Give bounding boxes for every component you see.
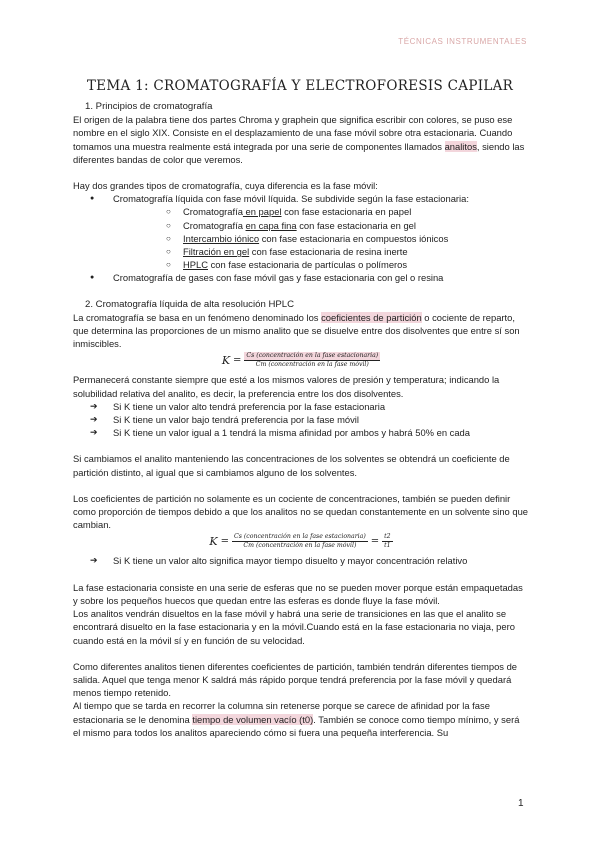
paragraph: Si cambiamos el analito manteniendo las concentraciones de los solventes se obtendrá un coeficiente de partición distinto, al igual que si cambiamos alguno de los solventes. — [73, 453, 510, 478]
highlight-tiempo-vacio: tiempo de volumen vacío (t0) — [192, 713, 314, 725]
formula-fraction — [232, 533, 368, 550]
text-run: con fase estacionaria en compuestos iónicos — [259, 232, 449, 244]
formula-equals: = — [370, 536, 380, 548]
underlined-term: Intercambio iónico — [183, 232, 260, 244]
formula-fraction — [244, 352, 380, 369]
text-run: o cociente de reparto, que determina las proporciones de un mismo analito que se disuelve entre dos disolventes que entre sí son inmiscibles. — [73, 311, 520, 350]
list-item: ➔ Si K tiene un valor igual a 1 tendrá la misma afinidad por ambos y habrá 50% en cada — [73, 426, 529, 439]
running-header: TÉCNICAS INSTRUMENTALES — [398, 37, 527, 46]
paragraph: Los coeficientes de partición no solamente es un cociente de concentraciones, también se pueden definir como proporción de tiempos debido a que los analitos no se quedan constantemente en un solvente sino que cambian. — [73, 492, 528, 531]
paragraph — [73, 311, 529, 351]
text-run: El origen de la palabra tiene dos partes Chroma y graphein que significa escribir con colores, se puso ese nombre en el siglo XIX. Consiste en el desplazamiento de una fase móvil sobre otra estacionaria. Cuando tomamos una muestra realmente está integrada por una serie de componentes llamados — [73, 114, 513, 152]
highlight-analitos: analitos — [444, 140, 477, 152]
paragraph: Permanecerá constante siempre que esté a los mismos valores de presión y temperatura; indicando la solubilidad relativa del analito, es decir, la preferencia entre los dos disolventes. — [73, 374, 500, 399]
list-item: ● Cromatografía de gases con fase móvil gas y fase estacionaria con gel o resina — [73, 271, 529, 284]
section-heading-1: 1. Principios de cromatografía — [85, 101, 213, 112]
text-run: con fase estacionaria en gel — [296, 219, 416, 231]
formula-fraction-time — [382, 533, 392, 550]
text-run: Cromatografía — [183, 206, 243, 218]
text-run: con fase estacionaria en papel — [281, 206, 412, 218]
formula-k: K — [209, 535, 218, 549]
text-run: Cromatografía — [183, 219, 246, 231]
underlined-term: Filtración en gel — [183, 246, 250, 258]
formula-denominator: Cm (concentración en la fase móvil) — [243, 542, 357, 550]
list-item: ➔ Si K tiene un valor alto tendrá preferencia por la fase estacionaria — [73, 400, 529, 413]
paragraph — [73, 699, 529, 739]
bullet-list — [73, 192, 529, 284]
list-item — [113, 258, 529, 271]
paragraph: Los analitos vendrán disueltos en la fase móvil y habrá una serie de transiciones en las que el analito se encontrará disuelto en la fase estacionaria y en la móvil.Cuando está en la fase estacionaria no viaja, pero cuando está en la móvil sí y en función de su velocidad. — [73, 608, 515, 646]
page-title: TEMA 1: CROMATOGRAFÍA Y ELECTROFORESIS CAPILAR — [86, 78, 514, 94]
formula-numerator: Cs (concentración en la fase estacionaria) — [234, 533, 366, 541]
formula-denominator: t1 — [384, 542, 391, 550]
list-item — [113, 245, 529, 258]
text-run: Al tiempo que se tarda en recorrer la columna sin retenerse porque se carece de afinidad por la fase estacionaria se le denomina — [73, 700, 490, 725]
text-run: , siendo las diferentes bandas de color que veremos. — [73, 140, 525, 165]
underlined-term: en papel — [242, 206, 282, 218]
formula-denominator: Cm (concentración en la fase móvil) — [255, 361, 369, 369]
list-item: ➔ Si K tiene un valor bajo tendrá preferencia por la fase móvil — [73, 413, 529, 426]
paragraph — [73, 113, 529, 166]
arrow-list — [73, 400, 529, 440]
sub-list — [113, 205, 529, 271]
list-item — [73, 192, 529, 271]
text-run: La cromatografía se basa en un fenómeno denominado los — [73, 311, 322, 323]
text-run: . También se conoce como tiempo mínimo, y será el mismo para todos los analitos apareciendo cómo si fuera una pequeña interferencia. Su — [73, 713, 520, 738]
document-body — [73, 100, 529, 739]
list-item — [113, 219, 529, 232]
formula-numerator: Cs (concentración en la fase estacionaria) — [246, 352, 379, 360]
list-item — [113, 205, 529, 218]
formula-equals: = — [233, 355, 242, 367]
list-item: ➔ Si K tiene un valor alto significa mayor tiempo disuelto y mayor concentración relativo — [73, 554, 529, 567]
text-run: con fase estacionaria de resina inerte — [249, 246, 408, 258]
underlined-term: en capa fina — [245, 219, 297, 231]
formula-equals: = — [220, 536, 229, 548]
paragraph: Hay dos grandes tipos de cromatografía, cuya diferencia es la fase móvil: — [73, 180, 378, 192]
formula-k: K — [221, 354, 231, 368]
text-run: con fase estacionaria de partículas o polímeros — [208, 259, 408, 271]
underlined-term: HPLC — [183, 259, 209, 271]
formula-time-ratio — [73, 533, 529, 550]
arrow-list — [73, 554, 529, 567]
paragraph: La fase estacionaria consiste en una serie de esferas que no se pueden mover porque están empaquetadas y sobre los pequeños huecos que quedan entre las esferas es donde fluye la fase móvil. — [73, 581, 523, 606]
highlight-coeficientes: coeficientes de partición — [321, 311, 422, 323]
section-heading-2: 2. Cromatografía líquida de alta resolución HPLC — [85, 298, 295, 310]
paragraph: Como diferentes analitos tienen diferentes coeficientes de partición, también tendrán diferentes tiempos de salida. Aquel que tenga menor K saldrá más rápido porque tendrá preferencia por la fase móvil y quedará menos tiempo retenido. — [73, 660, 518, 699]
formula-numerator: t2 — [384, 533, 391, 541]
text-run: Cromatografía líquida con fase móvil líquida. Se subdivide según la fase estacionaria: — [113, 193, 469, 205]
formula-partition-coefficient — [73, 352, 529, 369]
page-number: 1 — [518, 798, 524, 809]
list-item — [113, 232, 529, 245]
